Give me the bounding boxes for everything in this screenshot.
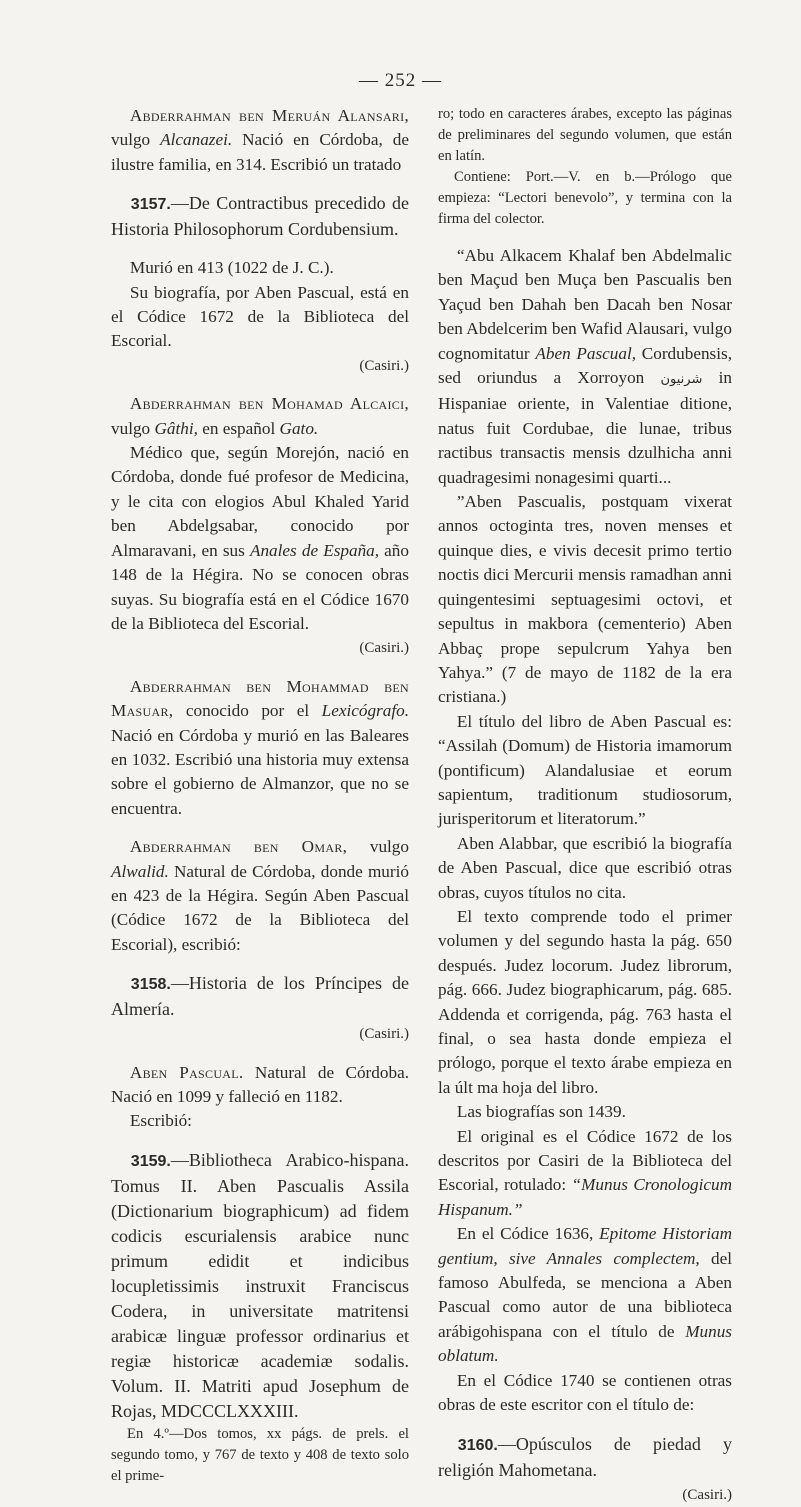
text: in Hispaniae oriente, in Valentiae ditione, natus fuit Cordubae, die lunae, tribus ractibus transactis mensis dzulhicha anni quadragesimi nonagesimi quarti... — [438, 368, 732, 487]
text: El original es el Códice 1672 de los descritos por Casiri de la Biblioteca del Escorial, rotulado: — [438, 1126, 732, 1195]
work-title: —De Contractibus precedido de Historia Philosophorum Cordubensium. — [111, 193, 409, 240]
paragraph — [438, 1125, 732, 1223]
paragraph: Aben Alabbar, que escribió la biografía de Aben Pascual, dice que escribió otras obras, cuyos títulos no cita. — [438, 833, 732, 902]
text: Nació en Córdoba, de ilustre familia, en 314. Escribió un tratado — [111, 130, 409, 174]
right-column — [438, 104, 732, 1507]
author-alias: Alwalid. — [111, 861, 169, 881]
text: En el Códice 1636, — [456, 1224, 600, 1244]
work-number: 3160. — [457, 1436, 498, 1454]
entry-alcanazei — [111, 104, 409, 177]
author-name: Abderrahman ben Omar, — [129, 837, 348, 857]
paragraph: Escribió: — [129, 1111, 192, 1131]
author-alias: Gato. — [279, 418, 319, 438]
author-alias: Gâthi, — [154, 418, 198, 438]
text: Nació en Córdoba y murió en las Baleares en 1032. Escribió una historia muy extensa sobre el gobierno de Almanzor, que no se encuentra. — [111, 725, 409, 818]
work-ref: “Munus Cronologicum Hispanum.” — [438, 1175, 732, 1219]
text: Cordubensis, sed oriundus a Xorroyon — [438, 343, 732, 388]
entry-aben-pascual — [111, 1061, 409, 1110]
work-title: —Opúsculos de piedad y religión Mahometana. — [438, 1433, 732, 1480]
paragraph: El texto comprende todo el primer volumen y del segundo hasta la pág. 650 después. Judez locorum. Judez librorum, pág. 666. Judez biographicarum, pág. 685. Addenda et corrigenda, pág. 763 hasta el final, o sea hasta donde empieza el prólogo, porque el texto árabe empieza en la últ ma hoja del libro. — [438, 906, 732, 1097]
author-alias: Alcanazei. — [160, 130, 233, 150]
bibliographic-note: Contiene: Port.—V. en b.—Prólogo que empieza: “Lectori benevolo”, y termina con la firma del colector. — [438, 169, 732, 227]
citation: (Casiri.) — [359, 1026, 409, 1043]
work-ref: Anales de España, — [249, 540, 380, 560]
text: del famoso Abulfeda, se menciona a Aben Pascual como autor de una biblioteca arábigohispana con el título de — [438, 1248, 733, 1341]
author-name: Aben Pascual. — [129, 1062, 244, 1082]
author-name: Abderrahman ben Meruán Alansari, — [129, 106, 409, 125]
work-3158 — [111, 971, 409, 1022]
text: en español — [197, 418, 280, 438]
work-ref: Munus oblatum. — [438, 1321, 732, 1366]
work-title: —Bibliotheca Arabico-hispana. Tomus II. Aben Pascualis Assila (Dictionarium biographicum) ad fidem codicis escurialensis arabice nunc primum edidit et indicibus locupletissimis instruxit Franciscus Codera, in universitate matritensi arabicæ linguæ professor ordinarius et regiæ historicæ academiæ sodalis. Volum. II. Matriti apud Josephum de Rojas, MDCCCLXXXIII. — [111, 1149, 409, 1421]
page-number: — 252 — — [359, 70, 442, 91]
entry-alcaici — [111, 392, 409, 441]
citation: (Casiri.) — [359, 640, 409, 657]
work-ref: Epitome Historiam gentium, sive Annales complectem, — [438, 1224, 732, 1268]
text: conocido por el — [173, 701, 322, 721]
quote-paragraph — [438, 244, 732, 490]
entry-omar — [111, 835, 409, 957]
text: Médico que, según Morejón, nació en Córdoba, donde fué profesor de Medicina, y le cita con elogios Abul Khaled Yarid ben Abdelgsabar, conocido por Almaravani, en sus — [111, 443, 409, 560]
text: Natural de Córdoba, donde murió en 423 de la Hégira. Según Aben Pascual (Códice 1672 de la Biblioteca del Escorial), escribió: — [111, 861, 409, 954]
paragraph: Su biografía, por Aben Pascual, está en el Códice 1672 de la Biblioteca del Escorial. — [111, 282, 409, 351]
author-alias: Aben Pascual, — [535, 343, 637, 363]
work-3160 — [438, 1432, 732, 1483]
text: vulgo — [347, 837, 409, 857]
paragraph: Las biografías son 1439. — [456, 1102, 626, 1122]
author-name: Abderrahman ben Mohammad ben Masuar, — [111, 676, 409, 721]
work-number: 3159. — [130, 1152, 171, 1170]
bibliographic-note: ro; todo en caracteres árabes, excepto las páginas de preliminares del segundo volumen, que están en latín. — [438, 106, 732, 164]
text: vulgo — [111, 130, 161, 150]
citation: (Casiri.) — [682, 1486, 732, 1503]
text: “Abu Alkacem Khalaf ben Abdelmalic ben Maçud ben Muça ben Pascualis ben Yaçud ben Dahah ben Dacah ben Nosar ben Abdelcerim ben Wafid Alausari, vulgo cognomitatur — [438, 246, 732, 363]
paragraph: El título del libro de Aben Pascual es: “Assilah (Domum) de Historia imamorum (pontificum) Alandalusiae et eorum sapientum, traditionum studiosorum, jurisperitorum et literatorum.” — [438, 711, 732, 829]
work-3157 — [111, 191, 409, 242]
author-name: Abderrahman ben Mohamad Alcaici, — [129, 394, 409, 414]
work-number: 3157. — [130, 196, 171, 214]
text: vulgo — [111, 418, 155, 438]
left-column — [111, 104, 409, 1487]
work-number: 3158. — [130, 976, 171, 994]
text: Natural de Córdoba. Nació en 1099 y falleció en 1182. — [111, 1062, 409, 1106]
citation: (Casiri.) — [359, 357, 409, 374]
quote-paragraph: ”Aben Pascualis, postquam vixerat annos octoginta tres, noven menses et quinque dies, e vivis decesit primo tertio noctis dici Mercurii mensis ramadhan anni quingentesimi septuagesimi octovi, et sepultus in makbora (cementerio) Aben Abbaç prope sepulcrum Yahya ben Yahya.” (7 de mayo de 1182 de la era cristiana.) — [438, 492, 732, 707]
paragraph: En el Códice 1740 se contienen otras obras de este escritor con el título de: — [438, 1370, 732, 1415]
entry-masuar — [111, 675, 409, 821]
bibliographic-note: En 4.º—Dos tomos, xx págs. de prels. el segundo tomo, y 767 de texto y 408 de texto solo el prime- — [111, 1425, 409, 1484]
work-3159 — [111, 1148, 409, 1424]
text: año 148 de la Hégira. No se conocen obras suyas. Su biografía está en el Códice 1670 de la Biblioteca del Escorial. — [111, 540, 409, 633]
work-title: —Historia de los Príncipes de Almería. — [111, 973, 409, 1020]
paragraph — [111, 441, 409, 636]
paragraph — [438, 1222, 732, 1368]
author-alias: Lexicógrafo. — [321, 701, 409, 721]
paragraph: Murió en 413 (1022 de J. C.). — [129, 258, 334, 278]
arabic-text: شرنيون — [660, 372, 703, 388]
